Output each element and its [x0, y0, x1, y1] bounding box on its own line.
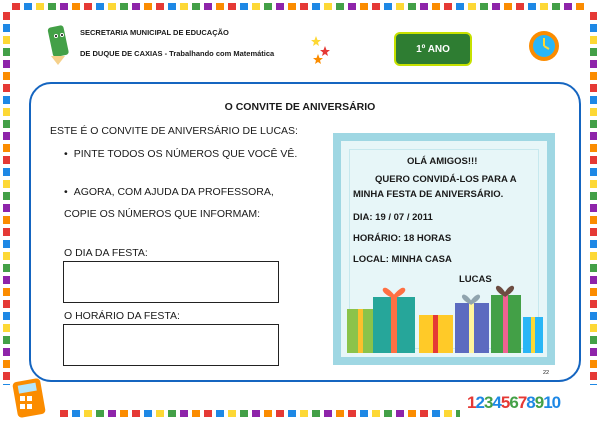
- number-4: 4: [492, 393, 501, 412]
- invitation-greeting: OLÁ AMIGOS!!!: [407, 156, 478, 167]
- invitation-card: [333, 133, 555, 365]
- number-8: 8: [526, 393, 535, 412]
- number-9: 9: [534, 393, 544, 412]
- clock-icon: [528, 30, 560, 62]
- page-number: 22: [543, 370, 550, 376]
- header-secretariat: SECRETARIA MUNICIPAL DE EDUCAÇÃO: [80, 28, 229, 37]
- decorative-border-top: [12, 3, 588, 10]
- question-time-label: O HORÁRIO DA FESTA:: [64, 310, 180, 322]
- invitation-signature: LUCAS: [459, 274, 492, 285]
- stars-icon: [310, 36, 332, 66]
- invitation-place: LOCAL: MINHA CASA: [353, 254, 452, 265]
- invitation-line-1: QUERO CONVIDÁ-LOS PARA A: [375, 174, 517, 185]
- instruction-1-text: PINTE TODOS OS NÚMEROS QUE VOCÊ VÊ.: [73, 148, 298, 160]
- instruction-2-continued: COPIE OS NÚMEROS QUE INFORMAM:: [64, 208, 261, 220]
- invitation-time: HORÁRIO: 18 HORAS: [353, 233, 452, 244]
- decorative-border-right: [590, 12, 597, 385]
- answer-box-time[interactable]: [63, 324, 279, 366]
- number-7: 7: [517, 393, 527, 412]
- instruction-bullet-1: [64, 148, 297, 160]
- number-5: 5: [500, 393, 510, 412]
- number-2: 2: [475, 393, 484, 412]
- invitation-line-2: MINHA FESTA DE ANIVERSÁRIO.: [353, 189, 504, 200]
- answer-box-day[interactable]: [63, 261, 279, 303]
- instruction-2-text: AGORA, COM AJUDA DA PROFESSORA,: [73, 186, 274, 198]
- numbers-strip: [467, 393, 560, 413]
- decorative-border-bottom: [60, 410, 460, 417]
- instruction-bullet-2: [64, 186, 274, 198]
- number-6: 6: [509, 393, 518, 412]
- pencil-mascot-icon: [44, 20, 74, 66]
- invitation-date: DIA: 19 / 07 / 2011: [353, 212, 433, 223]
- calculator-icon: [12, 378, 46, 418]
- number-10: 10: [543, 393, 561, 412]
- question-day-label: O DIA DA FESTA:: [64, 247, 148, 259]
- header-city: DE DUQUE DE CAXIAS - Trabalhando com Matemática: [80, 49, 275, 58]
- decorative-border-left: [3, 12, 10, 385]
- grade-badge: 1º ANO: [394, 32, 472, 66]
- number-3: 3: [483, 393, 493, 412]
- gift-boxes-icon: [343, 277, 545, 355]
- number-1: 1: [467, 393, 476, 412]
- worksheet-title: O CONVITE DE ANIVERSÁRIO: [224, 101, 376, 113]
- intro-text: ESTE É O CONVITE DE ANIVERSÁRIO DE LUCAS:: [50, 125, 298, 137]
